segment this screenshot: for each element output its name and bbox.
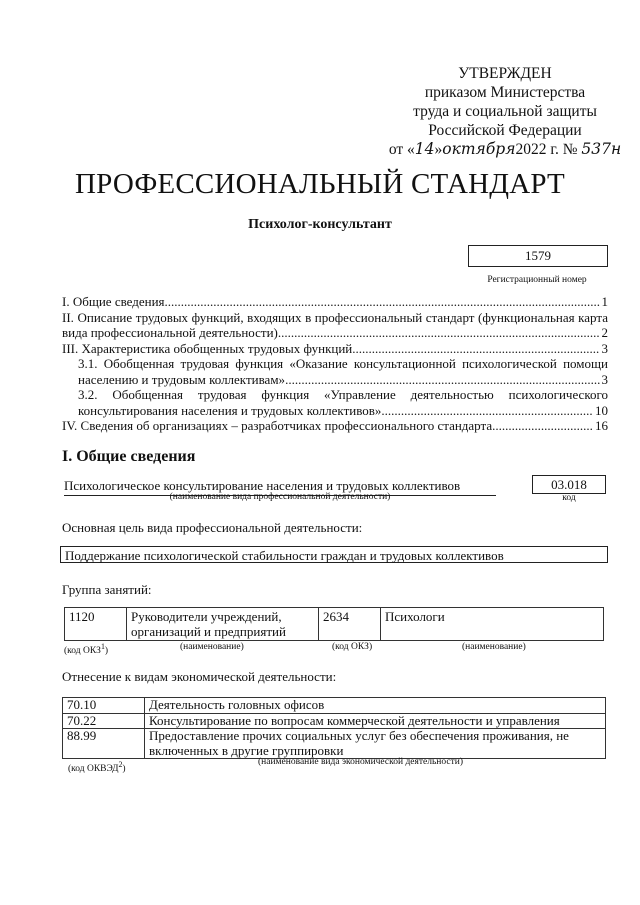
section-heading: I. Общие сведения <box>62 448 196 465</box>
approval-line-1: УТВЕРЖДЕН <box>458 65 552 82</box>
toc-item-text: вида профессиональной деятельности) <box>62 325 278 340</box>
toc-item-page: 10 <box>595 402 608 418</box>
date-prefix: от « <box>388 141 415 158</box>
approval-date-line <box>380 140 630 159</box>
registration-label: Регистрационный номер <box>487 275 587 285</box>
caption-text: (код ОКВЭД <box>68 764 119 775</box>
okved-name: Консультирование по вопросам коммерческой деятельности и управления <box>145 713 606 729</box>
okz-name-caption-2: (наименование) <box>462 642 526 652</box>
okz-name-1: Руководители учреждений, организаций и предприятий <box>127 608 319 641</box>
approval-line-4: Российской Федерации <box>428 122 582 139</box>
toc-item-page: 3 <box>601 340 608 356</box>
goal-value: Поддержание психологической стабильности граждан и трудовых коллективов <box>60 546 608 563</box>
caption-text: ) <box>104 646 109 657</box>
okved-code-caption <box>68 760 126 774</box>
toc-item-text: I. Общие сведения <box>62 294 165 309</box>
okz-code-2: 2634 <box>319 608 381 641</box>
okz-code-caption-2: (код ОКЗ) <box>332 642 373 652</box>
footnote-mark: 2 <box>118 760 123 769</box>
toc-item[interactable] <box>62 418 608 434</box>
group-label: Группа занятий: <box>62 582 152 597</box>
toc-item-page: 1 <box>601 294 608 309</box>
approval-line-2: приказом Министерства <box>424 84 586 101</box>
code-caption: код <box>562 493 576 503</box>
toc-item[interactable] <box>62 356 608 387</box>
document-subtitle: Психолог-консультант <box>248 217 392 232</box>
activity-name: Психологическое консультирование населения и трудовых коллективов <box>64 478 496 496</box>
toc-item-page: 3 <box>601 371 608 387</box>
document-title: ПРОФЕССИОНАЛЬНЫЙ СТАНДАРТ <box>75 168 565 200</box>
toc-item-text: IV. Сведения об организациях – разработчиках профессионального стандарта <box>62 418 493 433</box>
order-number: 537н <box>581 140 622 158</box>
table-row <box>63 698 606 714</box>
toc-item[interactable] <box>62 341 608 357</box>
okved-table <box>62 697 606 759</box>
toc-item-text: 3.1. Обобщенная трудовая функция «Оказание консультационной психологической помощи <box>78 356 608 371</box>
date-month: октября <box>442 140 516 158</box>
okved-code: 70.10 <box>63 698 145 714</box>
okved-code: 70.22 <box>63 713 145 729</box>
toc-item[interactable] <box>62 294 608 310</box>
toc-item-text: 3.2. Обобщенная трудовая функция «Управление деятельностью психологического <box>78 387 608 402</box>
okved-name-caption: (наименование вида экономической деятельности) <box>258 757 463 767</box>
toc-item-text: II. Описание трудовых функций, входящих в профессиональный стандарт (функциональная карта <box>62 309 608 325</box>
okved-name: Деятельность головных офисов <box>145 698 606 714</box>
table-row <box>63 729 606 759</box>
okz-code-1: 1120 <box>65 608 127 641</box>
toc-item-page: 16 <box>595 418 608 433</box>
occupation-table <box>64 607 604 641</box>
caption-text: (код ОКЗ <box>64 646 101 657</box>
footnote-mark: 1 <box>100 642 105 651</box>
table-row <box>65 608 604 641</box>
okved-code: 88.99 <box>63 729 145 759</box>
date-day: 14 <box>414 140 435 158</box>
goal-label: Основная цель вида профессиональной деятельности: <box>62 520 363 535</box>
table-of-contents <box>62 294 608 434</box>
toc-item-text: III. Характеристика обобщенных трудовых функций <box>62 340 353 356</box>
toc-item[interactable] <box>62 387 608 418</box>
okved-name: Предоставление прочих социальных услуг без обеспечения проживания, не включенных в другие группировки <box>145 729 606 759</box>
date-mid: » <box>434 141 443 158</box>
okz-name-caption: (наименование) <box>180 642 244 652</box>
activity-code: 03.018 <box>532 475 606 494</box>
toc-item-page: 2 <box>601 325 608 340</box>
okz-name-2: Психологи <box>381 608 604 641</box>
activity-caption: (наименование вида профессиональной деятельности) <box>169 492 391 502</box>
caption-text: ) <box>122 764 126 775</box>
approval-stamp <box>380 64 630 159</box>
table-row <box>63 713 606 729</box>
okz-code-caption <box>64 642 108 656</box>
toc-item[interactable] <box>62 310 608 341</box>
econ-label: Отнесение к видам экономической деятельности: <box>62 669 337 684</box>
approval-line-3: труда и социальной защиты <box>413 103 597 120</box>
date-year: 2022 г. № <box>515 141 578 158</box>
toc-item-text: населению и трудовым коллективам» <box>78 371 286 387</box>
toc-item-text: консультирования населения и трудовых коллективов» <box>78 402 382 418</box>
registration-number: 1579 <box>468 245 608 267</box>
